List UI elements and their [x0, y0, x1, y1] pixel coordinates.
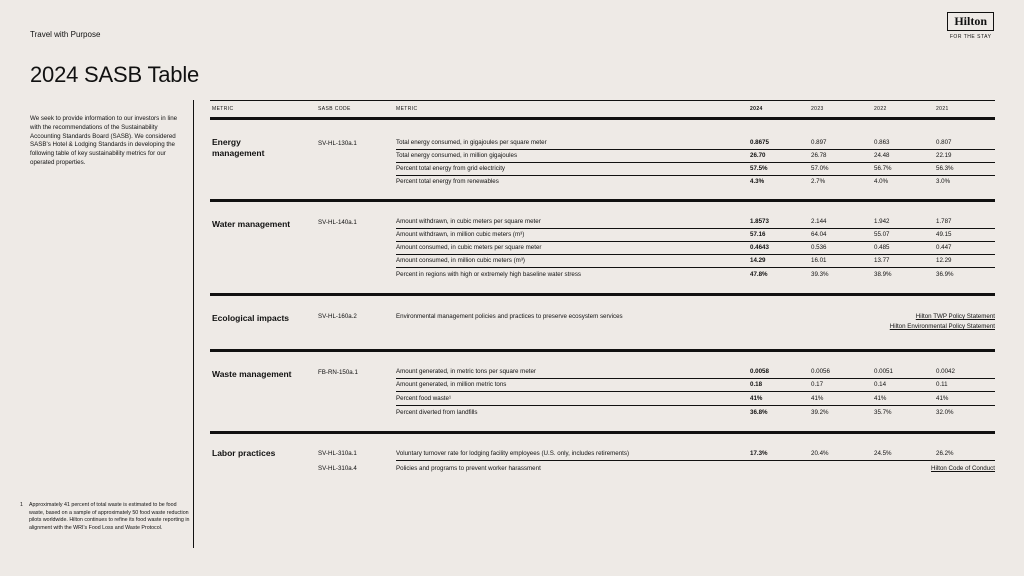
- value-2024: 26.70: [750, 152, 766, 159]
- table-header: [210, 100, 995, 117]
- metric-text: Amount generated, in metric tons per square meter: [396, 368, 536, 375]
- header-metric: METRIC: [396, 106, 418, 112]
- value-2024: 0.8675: [750, 139, 769, 146]
- footnote-number: 1: [20, 502, 23, 508]
- metric-text: Amount withdrawn, in cubic meters per square meter: [396, 218, 541, 225]
- value-2021: 41%: [936, 395, 949, 402]
- value-2022: 38.9%: [874, 271, 892, 278]
- table-row: [396, 254, 995, 268]
- metric-text: Total energy consumed, in million gigajoules: [396, 152, 518, 159]
- metric-text: Policies and programs to prevent worker harassment: [396, 465, 541, 472]
- metric-text: Percent diverted from landfills: [396, 409, 478, 416]
- value-2023: 0.0056: [811, 368, 830, 375]
- value-2023: 39.3%: [811, 271, 829, 278]
- metric-text: Amount consumed, in cubic meters per square meter: [396, 244, 542, 251]
- metric-text: Percent in regions with high or extremely high baseline water stress: [396, 271, 582, 278]
- value-2024: 17.3%: [750, 450, 768, 457]
- value-2022: 0.0051: [874, 368, 893, 375]
- section-energy: [210, 117, 995, 199]
- category-label: Energy management: [212, 137, 265, 158]
- metric-text: Percent total energy from renewables: [396, 178, 499, 185]
- header-metric-category: METRIC: [212, 106, 234, 112]
- value-2024: 41%: [750, 395, 763, 402]
- sasb-code: SV-HL-160a.2: [318, 313, 357, 320]
- value-2022: 4.0%: [874, 178, 889, 185]
- table-row: [396, 365, 995, 379]
- value-2022: 13.77: [874, 257, 890, 264]
- metric-text: Voluntary turnover rate for lodging facility employees (U.S. only, includes retirements): [396, 450, 630, 457]
- metric-text: Environmental management policies and practices to preserve ecosystem services: [396, 313, 623, 320]
- table-row: [396, 162, 995, 176]
- intro-text: We seek to provide information to our investors in line with the recommendations of the Sustainability Accounting Standards Board (SASB). We considered SASB's Hotel & Lodging Standards in developing the following table of key sustainability metrics for our operated properties.: [30, 115, 178, 166]
- sasb-code: SV-HL-130a.1: [318, 140, 357, 147]
- metric-text: Total energy consumed, in gigajoules per square meter: [396, 139, 547, 146]
- metric-text: Amount withdrawn, in million cubic meters (m³): [396, 231, 525, 238]
- value-2023: 41%: [811, 395, 824, 402]
- value-2021: 49.15: [936, 231, 952, 238]
- value-2024: 47.8%: [750, 271, 768, 278]
- metric-text: Amount generated, in million metric tons: [396, 381, 507, 388]
- value-2023: 0.536: [811, 244, 827, 251]
- table-row: [396, 215, 995, 229]
- environmental-policy-link[interactable]: Hilton Environmental Policy Statement: [889, 323, 995, 330]
- sasb-table: [210, 100, 995, 486]
- value-2022: 24.5%: [874, 450, 892, 457]
- table-row: [396, 175, 995, 188]
- logo-tagline: FOR THE STAY: [949, 34, 992, 40]
- value-2022: 0.14: [874, 381, 887, 388]
- category-label: Labor practices: [212, 448, 276, 458]
- value-2022: 55.07: [874, 231, 890, 238]
- header-sasb-code: SASB CODE: [318, 106, 351, 112]
- value-2024: 0.4643: [750, 244, 769, 251]
- metric-text: Amount consumed, in million cubic meters (m³): [396, 257, 525, 264]
- value-2024: 57.5%: [750, 165, 768, 172]
- value-2022: 41%: [874, 395, 887, 402]
- value-2021: 0.807: [936, 139, 952, 146]
- table-row: [396, 149, 995, 163]
- category-label: Ecological impacts: [212, 313, 289, 323]
- value-2024: 1.8573: [750, 218, 769, 225]
- table-row: [396, 241, 995, 255]
- section-water: [210, 199, 995, 293]
- value-2023: 39.2%: [811, 409, 829, 416]
- value-2021: 0.11: [936, 381, 948, 388]
- table-row: [396, 320, 995, 333]
- code-of-conduct-link[interactable]: Hilton Code of Conduct: [931, 465, 995, 472]
- section-labor: [210, 431, 995, 486]
- value-2023: 0.897: [811, 139, 827, 146]
- table-row: [396, 392, 995, 406]
- value-2021: 0.0042: [936, 368, 955, 375]
- metric-text: Percent food waste¹: [396, 395, 452, 402]
- value-2021: 22.19: [936, 152, 952, 159]
- table-row: [396, 462, 995, 475]
- value-2023: 57.0%: [811, 165, 829, 172]
- value-2024: 36.8%: [750, 409, 768, 416]
- category-label: Waste management: [212, 369, 292, 379]
- value-2022: 0.863: [874, 139, 890, 146]
- footnote-text: Approximately 41 percent of total waste is estimated to be food waste, based on a sample of approximately 50 food waste reduction pilots worldwide. Hilton continues to refine its food waste reporting in alignment with the WRI's Food Loss and Waste Protocol.: [29, 502, 190, 532]
- table-row: [396, 136, 995, 150]
- value-2022: 56.7%: [874, 165, 892, 172]
- value-2023: 2.7%: [811, 178, 826, 185]
- category-label: Water management: [212, 219, 291, 229]
- value-2022: 0.485: [874, 244, 890, 251]
- value-2021: 56.3%: [936, 165, 954, 172]
- sasb-code: SV-HL-140a.1: [318, 219, 357, 226]
- value-2022: 1.942: [874, 218, 890, 225]
- page-kicker: Travel with Purpose: [30, 30, 101, 39]
- value-2021: 36.9%: [936, 271, 954, 278]
- twp-policy-link[interactable]: Hilton TWP Policy Statement: [915, 313, 995, 320]
- hilton-logo: [947, 12, 994, 40]
- value-2023: 26.78: [811, 152, 827, 159]
- value-2024: 57.16: [750, 231, 766, 238]
- section-waste: [210, 349, 995, 431]
- table-row: [396, 406, 995, 419]
- sasb-code: SV-HL-310a.4: [318, 465, 357, 472]
- section-ecological: [210, 293, 995, 349]
- header-2023: 2023: [811, 106, 824, 112]
- value-2021: 32.0%: [936, 409, 954, 416]
- value-2023: 64.04: [811, 231, 827, 238]
- header-2024: 2024: [750, 106, 763, 112]
- value-2022: 35.7%: [874, 409, 892, 416]
- value-2023: 16.01: [811, 257, 827, 264]
- metric-text: Percent total energy from grid electricity: [396, 165, 506, 172]
- value-2021: 26.2%: [936, 450, 954, 457]
- column-divider: [193, 100, 194, 548]
- value-2023: 2.144: [811, 218, 827, 225]
- value-2024: 14.29: [750, 257, 766, 264]
- header-2021: 2021: [936, 106, 949, 112]
- value-2024: 0.18: [750, 381, 763, 388]
- header-2022: 2022: [874, 106, 887, 112]
- page-title: 2024 SASB Table: [30, 62, 200, 87]
- sasb-code: FB-RN-150a.1: [318, 369, 358, 376]
- value-2021: 0.447: [936, 244, 952, 251]
- footnote: [20, 502, 192, 533]
- logo-wordmark: Hilton: [947, 12, 994, 31]
- sasb-code: SV-HL-310a.1: [318, 450, 357, 457]
- table-row: [396, 228, 995, 242]
- value-2024: 4.3%: [750, 178, 765, 185]
- value-2021: 3.0%: [936, 178, 951, 185]
- table-row: [396, 268, 995, 281]
- value-2023: 20.4%: [811, 450, 829, 457]
- value-2024: 0.0058: [750, 368, 769, 375]
- value-2021: 12.29: [936, 257, 952, 264]
- value-2023: 0.17: [811, 381, 824, 388]
- table-row: [396, 378, 995, 392]
- value-2022: 24.48: [874, 152, 890, 159]
- table-row: [396, 447, 995, 461]
- value-2021: 1.787: [936, 218, 952, 225]
